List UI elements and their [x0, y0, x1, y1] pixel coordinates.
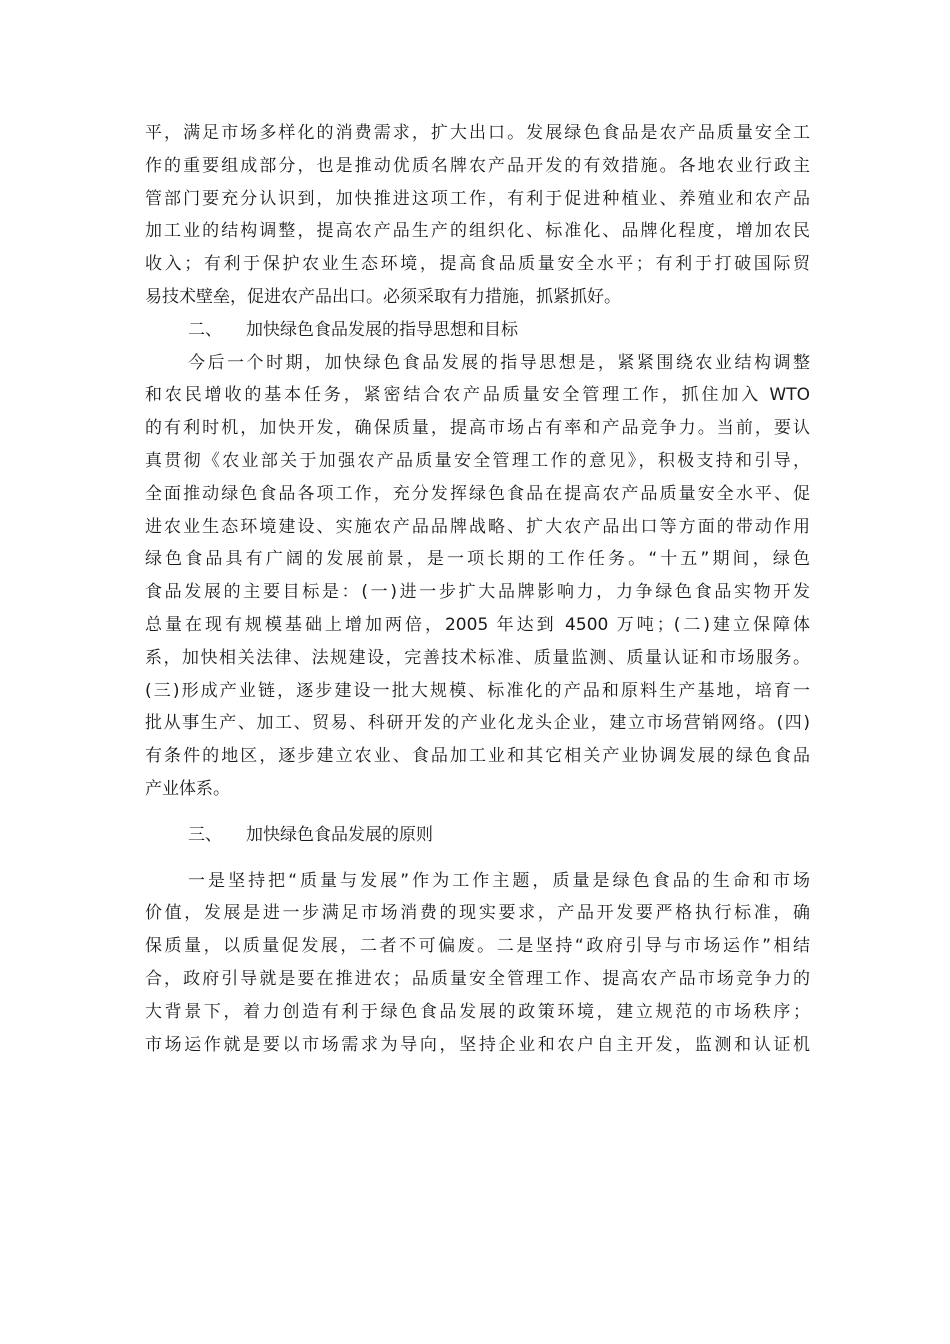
- text-line: 的有利时机，加快开发，确保质量，提高市场占有率和产品竞争力。当前，要认: [145, 418, 810, 439]
- text-line: 绿色食品具有广阔的发展前景，是一项长期的工作任务。“十五”期间，绿色: [145, 549, 810, 570]
- text-line: 今后一个时期，加快绿色食品发展的指导思想是，紧紧围绕农业结构调整: [188, 352, 810, 373]
- text-line: 全面推动绿色食品各项工作，充分发挥绿色食品在提高农产品质量安全水平、促: [145, 483, 810, 504]
- text-line: 大背景下，着力创造有利于绿色食品发展的政策环境，建立规范的市场秩序；: [145, 1001, 810, 1022]
- text-line: 和农民增收的基本任务，紧密结合农产品质量安全管理工作，抓住加入 WTO: [145, 385, 810, 406]
- paragraph-spacer: [145, 852, 810, 865]
- text-line: 合，政府引导就是要在推进农；品质量安全管理工作、提高农产品市场竞争力的: [145, 968, 810, 989]
- paragraph-1: [145, 117, 810, 314]
- section-heading-2: [145, 314, 810, 347]
- section-title: 加快绿色食品发展的原则: [246, 824, 433, 845]
- text-line: 批从事生产、加工、贸易、科研开发的产业化龙头企业，建立市场营销网络。(四): [145, 713, 810, 734]
- text-line: 市场运作就是要以市场需求为导向，坚持企业和农户自主开发，监测和认证机: [145, 1034, 810, 1055]
- paragraph-3: [145, 865, 810, 1062]
- section-heading-3: [145, 819, 810, 852]
- text-line: 作的重要组成部分，也是推动优质名牌农产品开发的有效措施。各地农业行政主: [145, 155, 810, 176]
- section-title: 加快绿色食品发展的指导思想和目标: [246, 319, 518, 340]
- text-line: 易技术壁垒，促进农产品出口。必须采取有力措施，抓紧抓好。: [145, 286, 621, 307]
- text-line: 平，满足市场多样化的消费需求，扩大出口。发展绿色食品是农产品质量安全工: [145, 123, 810, 143]
- text-line: 管部门要充分认识到，加快推进这项工作，有利于促进种植业、养殖业和农产品: [145, 188, 810, 209]
- text-line: 系，加快相关法律、法规建设，完善技术标准、质量监测、质量认证和市场服务。: [145, 647, 810, 668]
- section-number: 三、: [188, 824, 222, 845]
- text-line: (三)形成产业链，逐步建设一批大规模、标准化的产品和原料生产基地，培育一: [145, 680, 810, 701]
- text-line: 保质量，以质量促发展，二者不可偏废。二是坚持“政府引导与市场运作”相结: [145, 936, 810, 957]
- text-line: 一是坚持把“质量与发展”作为工作主题，质量是绿色食品的生命和市场: [188, 870, 810, 891]
- text-line: 进农业生态环境建设、实施农产品品牌战略、扩大农产品出口等方面的带动作用: [145, 516, 810, 537]
- text-line: 食品发展的主要目标是：(一)进一步扩大品牌影响力，力争绿色食品实物开发: [145, 582, 810, 603]
- paragraph-2: [145, 347, 810, 806]
- text-line: 真贯彻《农业部关于加强农产品质量安全管理工作的意见》，积极支持和引导，: [145, 450, 810, 471]
- text-line: 加工业的结构调整，提高农产品生产的组织化、标准化、品牌化程度，增加农民: [145, 221, 810, 242]
- text-line: 收入；有利于保护农业生态环境，提高食品质量安全水平；有利于打破国际贸: [145, 254, 810, 275]
- text-line: 价值，发展是进一步满足市场消费的现实要求，产品开发要严格执行标准，确: [145, 903, 810, 924]
- text-line: 总量在现有规模基础上增加两倍，2005 年达到 4500 万吨；(二)建立保障体: [145, 614, 810, 635]
- section-number: 二、: [188, 319, 222, 340]
- paragraph-spacer: [145, 806, 810, 819]
- text-line: 有条件的地区，逐步建立农业、食品加工业和其它相关产业协调发展的绿色食品: [145, 746, 810, 767]
- document-body: [145, 117, 810, 1061]
- text-line: 产业体系。: [145, 778, 230, 799]
